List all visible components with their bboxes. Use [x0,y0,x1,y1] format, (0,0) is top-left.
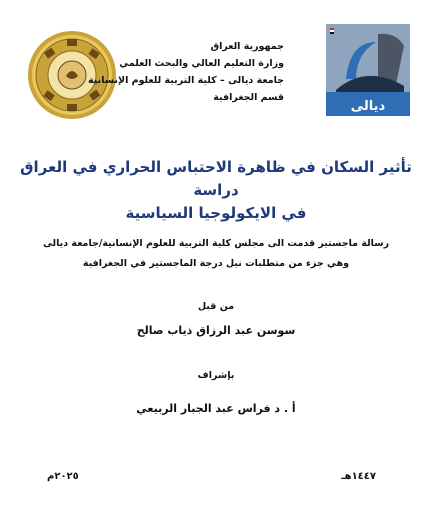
logo-text: ديالى [350,99,386,114]
country-line: جمهورية العراق [210,41,284,52]
author-name: سوسن عبد الرزاق ذياب صالح [136,324,296,337]
ministry-line: وزارة التعليم العالي والبحث العلمي [119,58,284,69]
diyala-university-logo [326,24,410,116]
title-line-1: تأثير السكان في ظاهرة الاحتباس الحراري في العراق دراسة [20,158,412,199]
gregorian-date: ٢٠٢٥م [47,471,79,482]
department-line: قسم الجغرافية [213,92,284,103]
supervision-label: بإشراف [197,370,235,381]
thesis-title [10,156,422,225]
supervisor-name: أ . د فراس عبد الجبار الربيعي [136,402,296,415]
by-label: من قبل [197,301,235,312]
university-line: جامعة ديالى – كلية التربية للعلوم الإنسانية [87,75,284,86]
thesis-description [10,234,422,274]
institution-block [88,38,284,106]
hijri-date: ١٤٤٧هـ [341,471,376,482]
description-line-2: وهي جزء من متطلبات نيل درجة الماجستير في الجغرافية [82,258,350,269]
title-line-2: في الايكولوجيا السياسية [125,204,307,222]
description-line-1: رسالة ماجستير قدمت الى مجلس كلية التربية للعلوم الإنسانية/جامعة ديالى [42,238,390,249]
